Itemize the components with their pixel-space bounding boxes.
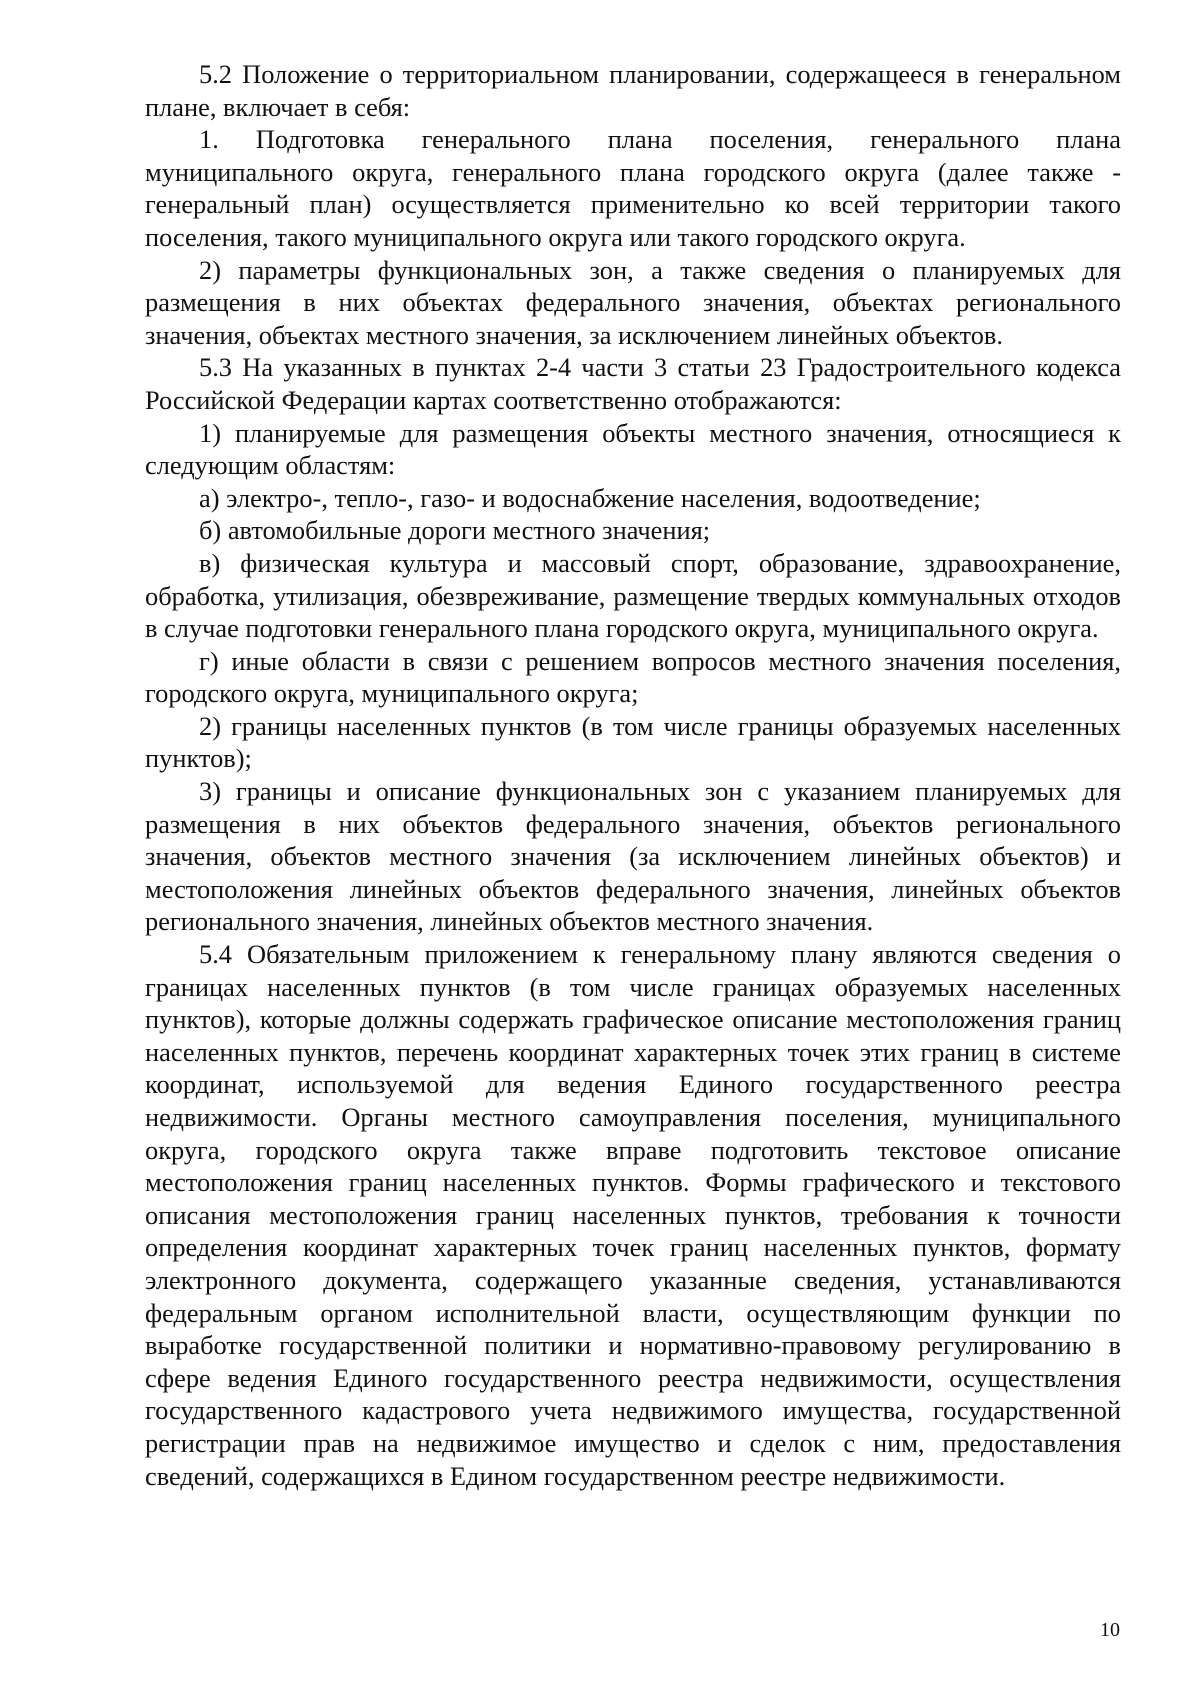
document-body	[145, 58, 1121, 1492]
paragraph-5-3: 5.3 На указанных в пунктах 2-4 части 3 статьи 23 Градостроительного кодекса Российской Федерации картах соответственно отображаются:	[145, 352, 1121, 415]
paragraph-5-2: 5.2 Положение о территориальном планировании, содержащееся в генеральном плане, включает в себя:	[145, 59, 1121, 122]
paragraph-5-3-item-3: 3) границы и описание функциональных зон с указанием планируемых для размещения в них объектов федерального значения, объектов регионального значения, объектов местного значения (за исключением линейных объектов) и местоположения линейных объектов федерального значения, линейных объектов регионального значения, линейных объектов местного значения.	[145, 776, 1121, 937]
paragraph-item-1: 1. Подготовка генерального плана поселения, генерального плана муниципального округа, генерального плана городского округа (далее также - генеральный план) осуществляется применительно ко всей территории такого поселения, такого муниципального округа или такого городского округа.	[145, 124, 1121, 252]
paragraph-5-3-item-2: 2) границы населенных пунктов (в том числе границы образуемых населенных пунктов);	[145, 710, 1121, 774]
page-number: 10	[1100, 1619, 1120, 1641]
paragraph-5-4: 5.4 Обязательным приложением к генеральному плану являются сведения о границах населенных пунктов (в том числе границах образуемых населенных пунктов), которые должны содержать графическое описание местоположения границ населенных пунктов, перечень координат характерных точек этих границ в системе координат, используемой для ведения Единого государственного реестра недвижимости. Органы местного самоуправления поселения, муниципального округа, городского округа также вправе подготовить текстовое описание местоположения границ населенных пунктов. Формы графического и текстового описания местоположения границ населенных пунктов, требования к точности определения координат характерных точек границ населенных пунктов, формату электронного документа, содержащего указанные сведения, устанавливаются федеральным органом исполнительной власти, осуществляющим функции по выработке государственной политики и нормативно-правовому регулированию в сфере ведения Единого государственного реестра недвижимости, осуществления государственного кадастрового учета недвижимого имущества, государственной регистрации прав на недвижимое имущество и сделок с ним, предоставления сведений, содержащихся в Едином государственном реестре недвижимости.	[145, 939, 1121, 1491]
paragraph-subitem-a: а) электро-, тепло-, газо- и водоснабжение населения, водоотведение;	[199, 482, 981, 513]
paragraph-subitem-b: б) автомобильные дороги местного значения;	[199, 515, 711, 546]
paragraph-subitem-g: г) иные области в связи с решением вопросов местного значения поселения, городского округа, муниципального округа;	[145, 645, 1121, 709]
paragraph-5-3-item-1: 1) планируемые для размещения объекты местного значения, относящиеся к следующим областям:	[145, 417, 1121, 481]
paragraph-subitem-v: в) физическая культура и массовый спорт, образование, здравоохранение, обработка, утилизация, обезвреживание, размещение твердых коммунальных отходов в случае подготовки генерального плана городского округа, муниципального округа.	[145, 547, 1121, 644]
paragraph-item-2: 2) параметры функциональных зон, а также сведения о планируемых для размещения в них объектах федерального значения, объектах регионального значения, объектах местного значения, за исключением линейных объектов.	[145, 254, 1121, 350]
